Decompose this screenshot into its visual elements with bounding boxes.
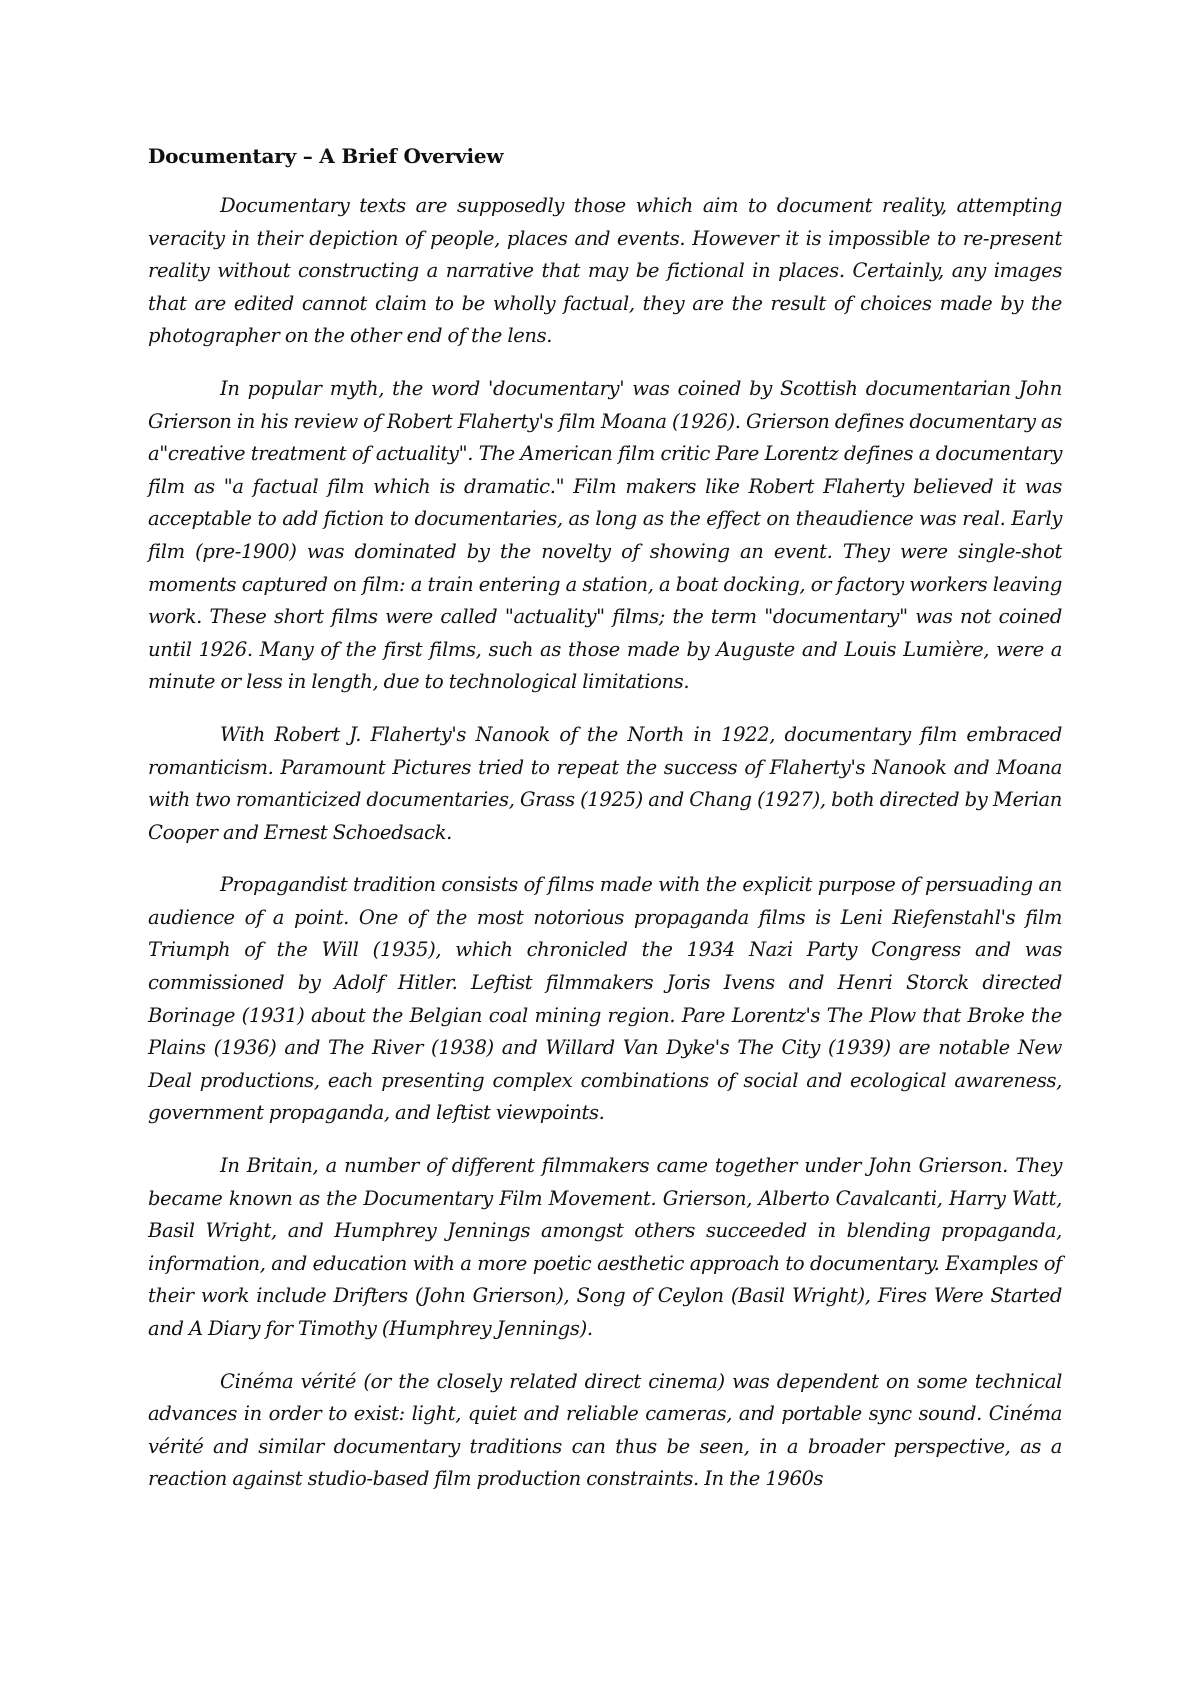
document-title: Documentary – A Brief Overview [148, 144, 504, 168]
document-page [148, 142, 1062, 1516]
paragraph-britain: In Britain, a number of different filmmakers came together under John Grierson. They became known as the Documentary Film Movement. Grierson, Alberto Cavalcanti, Harry Watt, Basil Wright, and Humphrey Jennings amongst others succeeded in blending propaganda, information, and education with a more poetic aesthetic approach to documentary. Examples of their work include Drifters (John Grierson), Song of Ceylon (Basil Wright), Fires Were Started and A Diary for Timothy (Humphrey Jennings). [148, 1154, 1062, 1340]
paragraph-propagandist: Propagandist tradition consists of films made with the explicit purpose of persuading an audience of a point. One of the most notorious propaganda films is Leni Riefenstahl's film Triumph of the Will (1935), which chronicled the 1934 Nazi Party Congress and was commissioned by Adolf Hitler. Leftist filmmakers Joris Ivens and Henri Storck directed Borinage (1931) about the Belgian coal mining region. Pare Lorentz's The Plow that Broke the Plains (1936) and The River (1938) and Willard Van Dyke's The City (1939) are notable New Deal productions, each presenting complex combinations of social and ecological awareness, government propaganda, and leftist viewpoints. [148, 873, 1062, 1125]
paragraph-popular-myth: In popular myth, the word 'documentary' was coined by Scottish documentarian John Grierson in his review of Robert Flaherty's film Moana (1926). Grierson defines documentary as a"creative treatment of actuality". The American film critic Pare Lorentz defines a documentary film as "a factual film which is dramatic." Film makers like Robert Flaherty believed it was acceptable to add fiction to documentaries, as long as the effect on theaudience was real. Early film (pre-1900) was dominated by the novelty of showing an event. They were single-shot moments captured on film: a train entering a station, a boat docking, or factory workers leaving work. These short films were called "actuality" films; the term "documentary" was not coined until 1926. Many of the first films, such as those made by Auguste and Louis Lumière, were a minute or less in length, due to technological limitations. [148, 376, 1062, 694]
paragraph-cinema-verite: Cinéma vérité (or the closely related direct cinema) was dependent on some technical advances in order to exist: light, quiet and reliable cameras, and portable sync sound. Cinéma vérité and similar documentary traditions can thus be seen, in a broader perspective, as a reaction against studio-based film production constraints. In the 1960s [148, 1369, 1062, 1491]
paragraph-flaherty: With Robert J. Flaherty's Nanook of the North in 1922, documentary film embraced romanticism. Paramount Pictures tried to repeat the success of Flaherty's Nanook and Moana with two romanticized documentaries, Grass (1925) and Chang (1927), both directed by Merian Cooper and Ernest Schoedsack. [148, 722, 1062, 844]
paragraph-intro: Documentary texts are supposedly those which aim to document reality, attempting veracity in their depiction of people, places and events. However it is impossible to re-present reality without constructing a narrative that may be fictional in places. Certainly, any images that are edited cannot claim to be wholly factual, they are the result of choices made by the photographer on the other end of the lens. [148, 194, 1062, 348]
